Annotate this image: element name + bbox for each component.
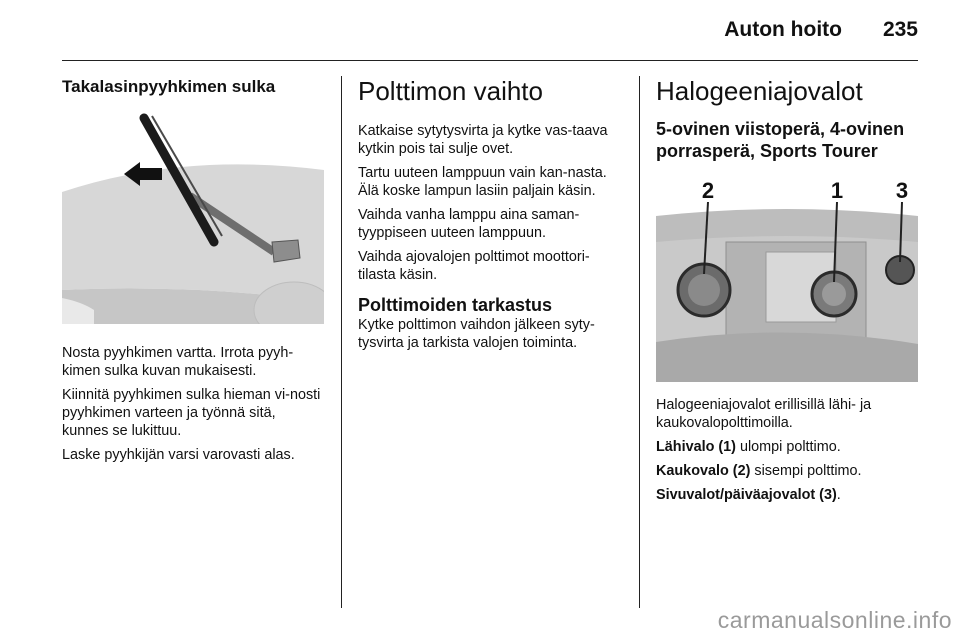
column-halogen [656,76,918,510]
section-heading-halogen: Halogeeniajovalot [656,76,863,106]
section-heading-wiper: Takalasinpyyhkimen sulka [62,77,276,96]
section-heading-bulb: Polttimon vaihto [358,76,543,106]
halogen-intro: Halogeeniajovalot erillisillä lähi- ja kaukovalopolttimoilla. [656,397,872,431]
subheading-bulb-check: Polttimoiden tarkastus [358,295,553,315]
bulb-paragraph-1: Katkaise sytytysvirta ja kytke vas-taava kytkin pois tai sulje ovet. [358,123,608,157]
column-separator-2 [639,76,640,608]
header-rule [62,60,918,61]
side-light-label: Sivuvalot/päiväajovalot (3) [656,487,837,503]
headlamp-illustration [656,172,918,382]
page-number: 235 [882,18,918,41]
running-header-title: Auton hoito [724,18,842,41]
wiper-instruction-1: Nosta pyyhkimen vartta. Irrota pyyh-kimen sulka kuvan mukaisesti. [62,345,294,379]
wiper-instruction-2: Kiinnitä pyyhkimen sulka hieman vi-nosti pyyhkimen varteen ja työnnä sitä, kunnes se lukittuu. [62,387,321,439]
high-beam-item [656,462,918,480]
bulb-check-paragraph: Kytke polttimon vaihdon jälkeen syty-tysvirta ja tarkista valojen toiminta. [358,317,595,351]
wiper-blade-illustration [62,112,324,324]
figure-label-2: 2 [701,178,715,203]
high-beam-label: Kaukovalo (2) [656,463,751,479]
side-light-text: . [836,487,841,503]
low-beam-text: ulompi polttimo. [735,439,841,455]
wiper-instruction-3: Laske pyyhkijän varsi varovasti alas. [62,447,295,463]
column-wiper-blade [62,76,324,470]
low-beam-label: Lähivalo (1) [656,439,736,455]
low-beam-item [656,438,918,456]
side-light-item [656,486,918,504]
bulb-paragraph-2: Tartu uuteen lamppuun vain kan-nasta. Älä koske lampun lasiin paljain käsin. [358,165,607,199]
bulb-paragraph-3: Vaihda vanha lamppu aina saman-tyyppiseen uuteen lamppuun. [358,207,580,241]
column-bulb-replacement [358,76,624,358]
column-separator-1 [341,76,342,608]
subheading-body-types: 5-ovinen viistoperä, 4-ovinen porrasperä, Sports Tourer [656,119,905,161]
figure-label-1: 1 [830,178,844,203]
bulb-paragraph-4: Vaihda ajovalojen polttimot moottori-tilasta käsin. [358,249,590,283]
figure-label-3: 3 [895,178,909,203]
watermark: carmanualsonline.info [717,607,952,633]
high-beam-text: sisempi polttimo. [750,463,862,479]
